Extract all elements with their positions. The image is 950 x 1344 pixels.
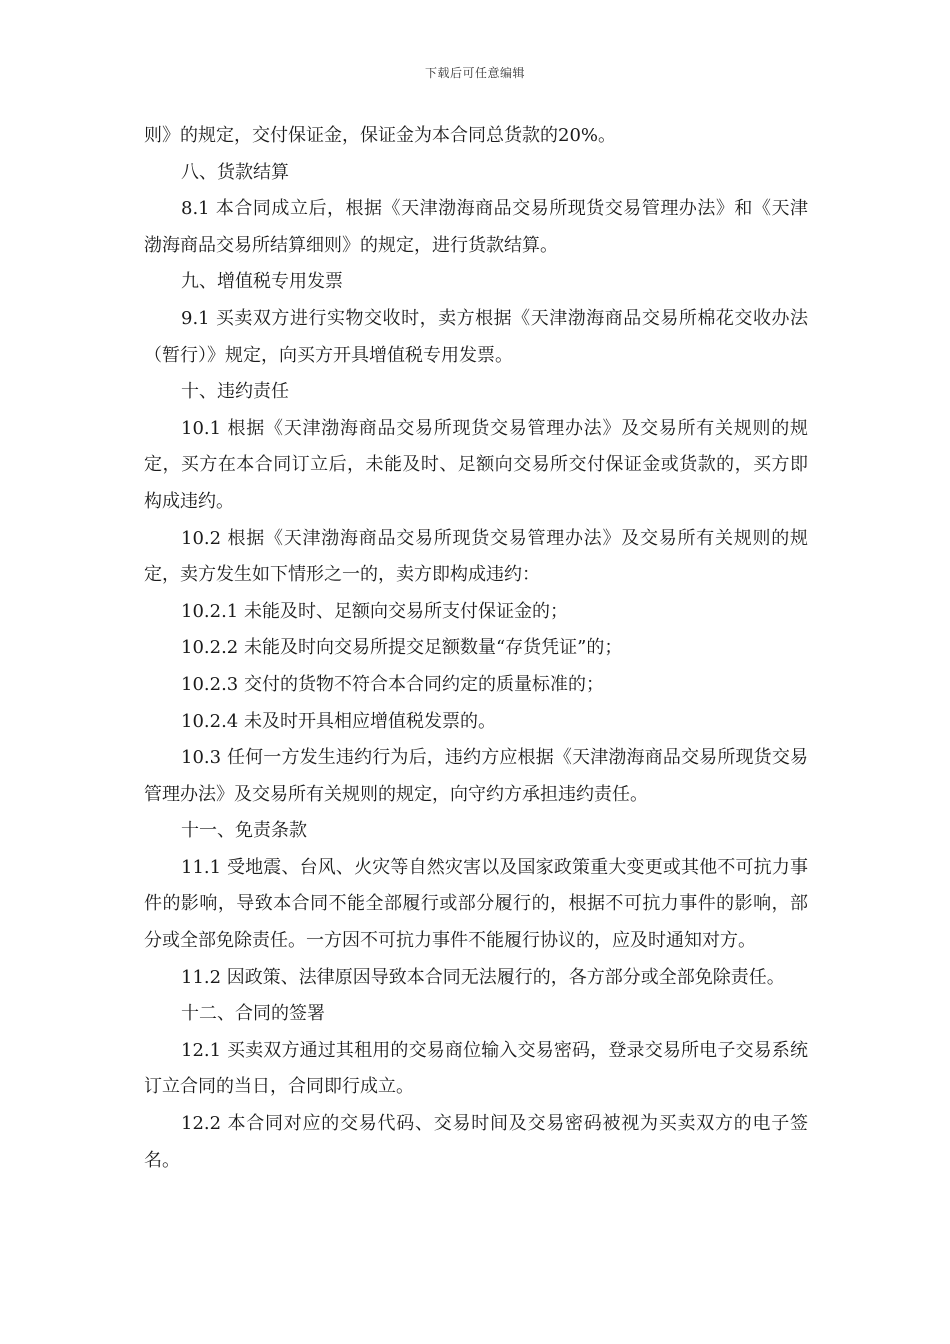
clause-11-1: 11.1 受地震、台风、火灾等自然灾害以及国家政策重大变更或其他不可抗力事件的影响，导致本合同不能全部履行或部分履行的，根据不可抗力事件的影响，部分或全部免除责任。一方因不可抗力事件不能履行协议的，应及时通知对方。	[144, 856, 808, 952]
clause-8-1: 8.1 本合同成立后，根据《天津渤海商品交易所现货交易管理办法》和《天津渤海商品交易所结算细则》的规定，进行货款结算。	[144, 198, 808, 256]
clause-10-2-4: 10.2.4 未及时开具相应增值税发票的。	[181, 710, 496, 732]
section-heading-8: 八、货款结算	[181, 161, 289, 183]
clause-11-2: 11.2 因政策、法律原因导致本合同无法履行的，各方部分或全部免除责任。	[181, 966, 785, 988]
clause-10-1: 10.1 根据《天津渤海商品交易所现货交易管理办法》及交易所有关规则的规定，买方在本合同订立后，未能及时、足额向交易所交付保证金或货款的，买方即构成违约。	[144, 417, 808, 512]
paragraph-continuation: 则》的规定，交付保证金，保证金为本合同总货款的20%。	[144, 125, 617, 146]
section-heading-9: 九、增值税专用发票	[181, 271, 343, 293]
section-heading-12: 十二、合同的签署	[181, 1003, 325, 1025]
clause-10-2-2: 10.2.2 未能及时向交易所提交足额数量“存货凭证”的；	[181, 637, 623, 659]
page-header: 下载后可任意编辑	[424, 66, 525, 80]
section-heading-10: 十、违约责任	[181, 381, 289, 403]
section-heading-11: 十一、免责条款	[181, 820, 307, 842]
clause-12-2: 12.2 本合同对应的交易代码、交易时间及交易密码被视为买卖双方的电子签名。	[144, 1113, 808, 1171]
clause-10-2-3: 10.2.3 交付的货物不符合本合同约定的质量标准的；	[181, 673, 604, 695]
clause-10-2: 10.2 根据《天津渤海商品交易所现货交易管理办法》及交易所有关规则的规定，卖方发生如下情形之一的，卖方即构成违约：	[144, 527, 808, 586]
clause-12-1: 12.1 买卖双方通过其租用的交易商位输入交易密码，登录交易所电子交易系统订立合同的当日，合同即行成立。	[144, 1039, 808, 1098]
clause-10-2-1: 10.2.1 未能及时、足额向交易所支付保证金的；	[181, 600, 568, 622]
document-body	[144, 118, 808, 1179]
clause-10-3: 10.3 任何一方发生违约行为后，违约方应根据《天津渤海商品交易所现货交易管理办法》及交易所有关规则的规定，向守约方承担违约责任。	[144, 747, 808, 805]
clause-9-1: 9.1 买卖双方进行实物交收时，卖方根据《天津渤海商品交易所棉花交收办法（暂行）》规定，向买方开具增值税专用发票。	[144, 307, 808, 366]
